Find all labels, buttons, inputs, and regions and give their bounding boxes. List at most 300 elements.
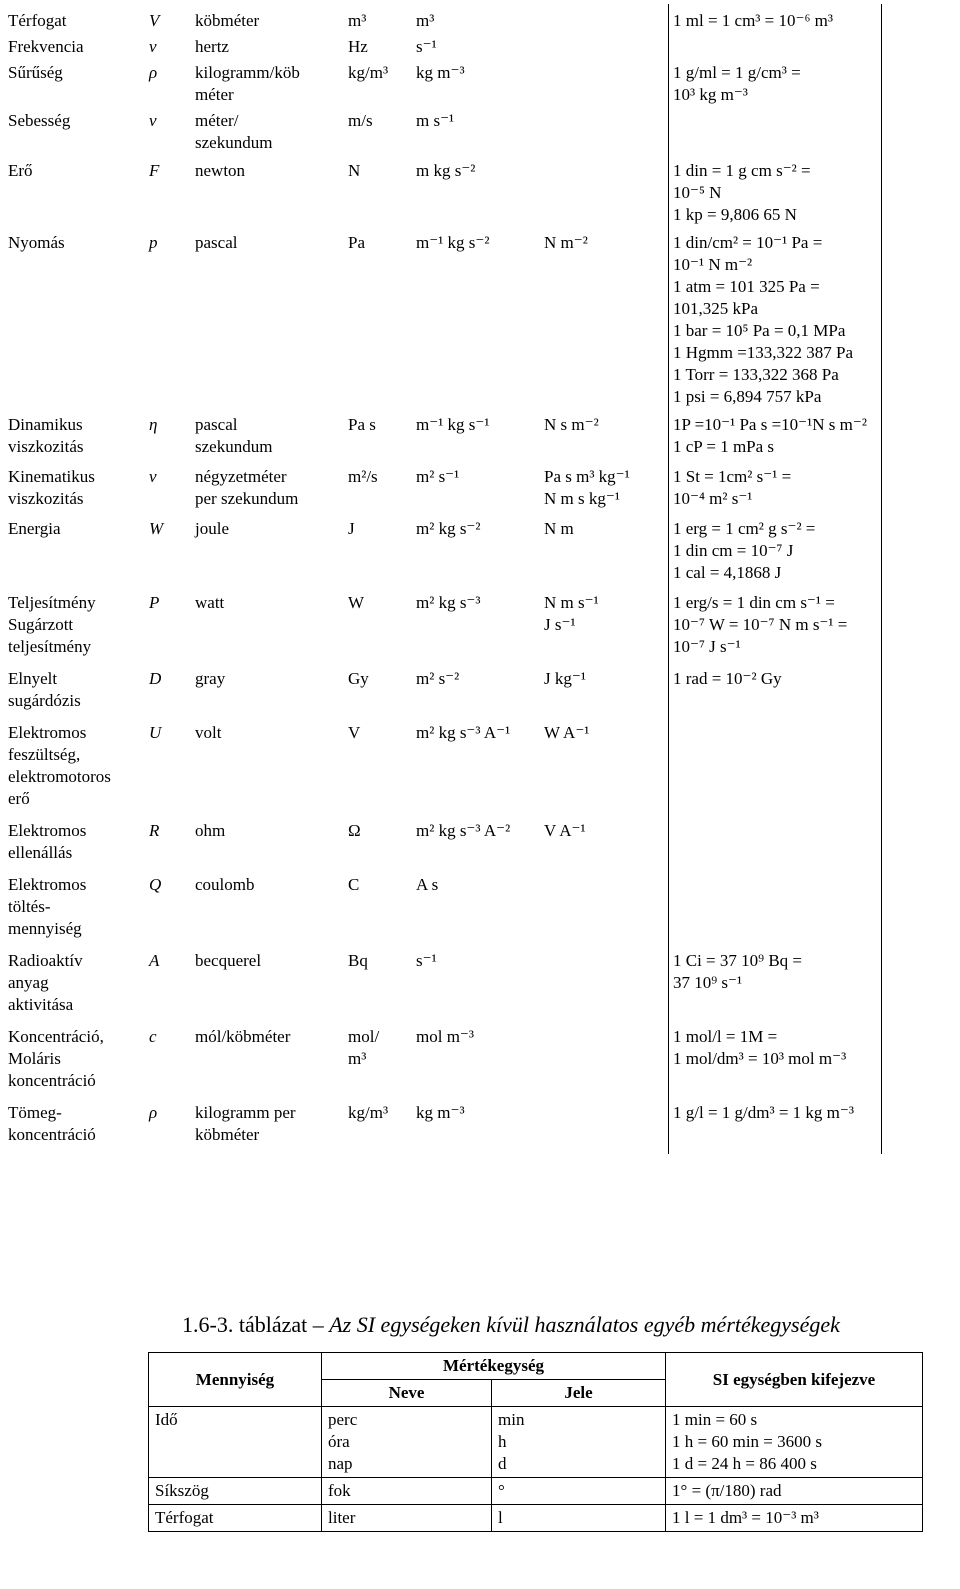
cell-line: 1 mol/l = 1M = bbox=[673, 1027, 778, 1046]
cell-line: koncentráció bbox=[8, 1125, 96, 1144]
cell-line: sugárdózis bbox=[8, 691, 81, 710]
conversion-cell bbox=[669, 60, 882, 108]
cell-line: 1 ml = 1 cm³ = 10⁻⁶ m³ bbox=[673, 11, 833, 30]
table-row bbox=[4, 108, 882, 158]
si-expression-cell bbox=[666, 1505, 923, 1532]
symbol-cell: F bbox=[149, 161, 160, 180]
cell-line: méter/ bbox=[195, 111, 239, 130]
cell-line: Sugárzott bbox=[8, 615, 74, 634]
unit-name-cell bbox=[191, 34, 344, 60]
conversion-cell bbox=[669, 464, 882, 516]
header-quantity: Mennyiség bbox=[149, 1353, 322, 1407]
conversion-cell bbox=[669, 666, 882, 720]
si-derived-cell bbox=[540, 230, 669, 412]
cell-line: aktivitása bbox=[8, 995, 74, 1014]
conversion-cell bbox=[669, 1100, 882, 1154]
quantity-cell bbox=[4, 412, 145, 464]
si-base-cell bbox=[412, 60, 540, 108]
cell-line: Gy bbox=[348, 669, 369, 688]
symbol-cell: c bbox=[149, 1027, 157, 1046]
cell-line: Pa bbox=[348, 233, 365, 252]
si-derived-cell bbox=[540, 948, 669, 1024]
cell-line: 1 g/ml = 1 g/cm³ = bbox=[673, 63, 801, 82]
table-row bbox=[4, 516, 882, 590]
conversion-cell bbox=[669, 1024, 882, 1100]
symbol-cell: ν bbox=[149, 37, 157, 56]
symbol-cell: V bbox=[149, 11, 160, 30]
cell-line: kg/m³ bbox=[348, 63, 389, 82]
si-base-cell bbox=[412, 948, 540, 1024]
table-row bbox=[4, 230, 882, 412]
cell-line: N m s kg⁻¹ bbox=[544, 489, 620, 508]
si-units-table bbox=[4, 4, 882, 1154]
cell-line: per szekundum bbox=[195, 489, 299, 508]
si-derived-cell bbox=[540, 666, 669, 720]
cell-line: 1 l = 1 dm³ = 10⁻³ m³ bbox=[672, 1508, 819, 1527]
cell-line: köbméter bbox=[195, 11, 260, 30]
si-derived-cell bbox=[540, 818, 669, 872]
cell-line: Nyomás bbox=[8, 233, 65, 252]
table-row bbox=[4, 590, 882, 666]
cell-line: volt bbox=[195, 723, 222, 742]
cell-line: hertz bbox=[195, 37, 229, 56]
table-row bbox=[149, 1407, 923, 1478]
cell-line: 1 St = 1cm² s⁻¹ = bbox=[673, 467, 792, 486]
cell-line: 1° = (π/180) rad bbox=[672, 1481, 782, 1500]
cell-line: 1 din/cm² = 10⁻¹ Pa = bbox=[673, 233, 823, 252]
si-derived-cell bbox=[540, 464, 669, 516]
cell-line: 1 cal = 4,1868 J bbox=[673, 563, 782, 582]
cell-line: teljesítmény bbox=[8, 637, 92, 656]
cell-line: 1 Torr = 133,322 368 Pa bbox=[673, 365, 839, 384]
header-si: SI egységben kifejezve bbox=[666, 1353, 923, 1407]
cell-line: N s m⁻² bbox=[544, 415, 599, 434]
unit-name-cell bbox=[322, 1407, 492, 1478]
quantity-cell bbox=[4, 230, 145, 412]
cell-line: Elektromos bbox=[8, 723, 87, 742]
cell-line: s⁻¹ bbox=[416, 37, 437, 56]
unit-name-cell bbox=[191, 872, 344, 948]
unit-symbol-cell bbox=[492, 1505, 666, 1532]
cell-line: feszültség, bbox=[8, 745, 81, 764]
unit-name-cell bbox=[322, 1478, 492, 1505]
cell-line: óra bbox=[328, 1432, 350, 1451]
cell-line: V A⁻¹ bbox=[544, 821, 586, 840]
quantity-cell bbox=[4, 158, 145, 230]
si-base-cell bbox=[412, 516, 540, 590]
cell-line: 1 mol/dm³ = 10³ mol m⁻³ bbox=[673, 1049, 847, 1068]
si-base-cell bbox=[412, 158, 540, 230]
conversion-cell bbox=[669, 516, 882, 590]
quantity-cell bbox=[4, 590, 145, 666]
symbol-cell: ρ bbox=[149, 63, 158, 82]
cell-line: W bbox=[348, 593, 365, 612]
si-expression-cell bbox=[666, 1478, 923, 1505]
unit-name-cell bbox=[191, 948, 344, 1024]
symbol-cell: ρ bbox=[149, 1103, 158, 1122]
quantity-cell: Síkszög bbox=[149, 1478, 322, 1505]
cell-line: N bbox=[348, 161, 361, 180]
si-base-cell bbox=[412, 872, 540, 948]
unit-abbr-cell bbox=[344, 60, 412, 108]
cell-line: Moláris bbox=[8, 1049, 61, 1068]
cell-line: 1 erg/s = 1 din cm s⁻¹ = bbox=[673, 593, 835, 612]
cell-line: mól/köbméter bbox=[195, 1027, 291, 1046]
cell-line: kilogramm per bbox=[195, 1103, 296, 1122]
si-base-cell bbox=[412, 4, 540, 34]
symbol-cell: W bbox=[149, 519, 164, 538]
cell-line: Energia bbox=[8, 519, 61, 538]
cell-line: Bq bbox=[348, 951, 368, 970]
symbol-cell: p bbox=[149, 233, 158, 252]
cell-line: V bbox=[348, 723, 361, 742]
cell-line: mol m⁻³ bbox=[416, 1027, 474, 1046]
cell-line: N m⁻² bbox=[544, 233, 588, 252]
cell-line: m² kg s⁻³ bbox=[416, 593, 481, 612]
symbol-cell: ν bbox=[149, 467, 157, 486]
cell-line: kg m⁻³ bbox=[416, 1103, 465, 1122]
unit-abbr-cell bbox=[344, 818, 412, 872]
cell-line: méter bbox=[195, 85, 234, 104]
unit-name-cell bbox=[191, 158, 344, 230]
table-row bbox=[4, 464, 882, 516]
si-base-cell bbox=[412, 412, 540, 464]
unit-name-cell bbox=[191, 4, 344, 34]
cell-line: 1 g/l = 1 g/dm³ = 1 kg m⁻³ bbox=[673, 1103, 854, 1122]
unit-symbol-cell bbox=[492, 1407, 666, 1478]
conversion-cell bbox=[669, 4, 882, 34]
si-derived-cell bbox=[540, 872, 669, 948]
unit-abbr-cell bbox=[344, 464, 412, 516]
cell-line: köbméter bbox=[195, 1125, 260, 1144]
unit-name-cell bbox=[191, 108, 344, 158]
cell-line: 1 din = 1 g cm s⁻² = bbox=[673, 161, 811, 180]
cell-line: W A⁻¹ bbox=[544, 723, 590, 742]
si-derived-cell bbox=[540, 590, 669, 666]
table-row bbox=[149, 1505, 923, 1532]
table-row bbox=[4, 1100, 882, 1154]
unit-abbr-cell bbox=[344, 1100, 412, 1154]
cell-line: 37 10⁹ s⁻¹ bbox=[673, 973, 743, 992]
cell-line: watt bbox=[195, 593, 225, 612]
symbol-cell: η bbox=[149, 415, 158, 434]
si-base-cell bbox=[412, 230, 540, 412]
quantity-cell bbox=[4, 666, 145, 720]
cell-line: min bbox=[498, 1410, 525, 1429]
cell-line: 10⁻¹ N m⁻² bbox=[673, 255, 753, 274]
cell-line: liter bbox=[328, 1508, 356, 1527]
unit-abbr-cell bbox=[344, 666, 412, 720]
si-base-cell bbox=[412, 1024, 540, 1100]
cell-line: gray bbox=[195, 669, 226, 688]
quantity-cell bbox=[4, 108, 145, 158]
cell-line: kilogramm/köb bbox=[195, 63, 300, 82]
table-row bbox=[4, 412, 882, 464]
table-row bbox=[4, 34, 882, 60]
cell-line: nap bbox=[328, 1454, 353, 1473]
si-base-cell bbox=[412, 666, 540, 720]
conversion-cell bbox=[669, 818, 882, 872]
si-derived-cell bbox=[540, 60, 669, 108]
cell-line: Elektromos bbox=[8, 875, 87, 894]
cell-line: mennyiség bbox=[8, 919, 82, 938]
header-symbol: Jele bbox=[492, 1380, 666, 1407]
si-derived-cell bbox=[540, 158, 669, 230]
cell-line: m⁻¹ kg s⁻² bbox=[416, 233, 490, 252]
table-caption bbox=[182, 1312, 840, 1338]
quantity-cell bbox=[4, 1024, 145, 1100]
cell-line: 1 kp = 9,806 65 N bbox=[673, 205, 797, 224]
cell-line: l bbox=[498, 1508, 503, 1527]
cell-line: 1 h = 60 min = 3600 s bbox=[672, 1432, 823, 1451]
symbol-cell: v bbox=[149, 111, 157, 130]
cell-line: Teljesítmény bbox=[8, 593, 96, 612]
cell-line: m³ bbox=[416, 11, 435, 30]
unit-abbr-cell bbox=[344, 948, 412, 1024]
header-name: Neve bbox=[322, 1380, 492, 1407]
cell-line: töltés- bbox=[8, 897, 51, 916]
cell-line: Pa s bbox=[348, 415, 376, 434]
unit-abbr-cell bbox=[344, 720, 412, 818]
unit-name-cell bbox=[191, 818, 344, 872]
cell-line: erő bbox=[8, 789, 30, 808]
cell-line: 1 bar = 10⁵ Pa = 0,1 MPa bbox=[673, 321, 846, 340]
cell-line: 1 min = 60 s bbox=[672, 1410, 758, 1429]
conversion-cell bbox=[669, 34, 882, 60]
cell-line: kg m⁻³ bbox=[416, 63, 465, 82]
cell-line: J bbox=[348, 519, 355, 538]
unit-abbr-cell bbox=[344, 158, 412, 230]
cell-line: 10³ kg m⁻³ bbox=[673, 85, 748, 104]
table-row bbox=[4, 1024, 882, 1100]
unit-name-cell bbox=[191, 1100, 344, 1154]
cell-line: 101,325 kPa bbox=[673, 299, 758, 318]
cell-line: 1 rad = 10⁻² Gy bbox=[673, 669, 782, 688]
unit-name-cell bbox=[191, 666, 344, 720]
cell-line: 1 din cm = 10⁻⁷ J bbox=[673, 541, 794, 560]
cell-line: Ω bbox=[348, 821, 361, 840]
cell-line: newton bbox=[195, 161, 246, 180]
cell-line: pascal bbox=[195, 415, 238, 434]
cell-line: m² kg s⁻³ A⁻² bbox=[416, 821, 511, 840]
cell-line: joule bbox=[195, 519, 229, 538]
cell-line: m²/s bbox=[348, 467, 378, 486]
si-base-cell bbox=[412, 464, 540, 516]
unit-abbr-cell bbox=[344, 872, 412, 948]
cell-line: Térfogat bbox=[8, 11, 67, 30]
unit-abbr-cell bbox=[344, 516, 412, 590]
unit-name-cell bbox=[191, 464, 344, 516]
cell-line: 10⁻⁵ N bbox=[673, 183, 722, 202]
si-base-cell bbox=[412, 590, 540, 666]
cell-line: 1 psi = 6,894 757 kPa bbox=[673, 387, 822, 406]
cell-line: Elektromos bbox=[8, 821, 87, 840]
table-row bbox=[4, 4, 882, 34]
symbol-cell: A bbox=[149, 951, 160, 970]
other-units-table bbox=[148, 1352, 923, 1532]
cell-line: kg/m³ bbox=[348, 1103, 389, 1122]
cell-line: Erő bbox=[8, 161, 33, 180]
si-expression-cell bbox=[666, 1407, 923, 1478]
quantity-cell bbox=[4, 948, 145, 1024]
cell-line: koncentráció bbox=[8, 1071, 96, 1090]
si-derived-cell bbox=[540, 412, 669, 464]
cell-line: 1 atm = 101 325 Pa = bbox=[673, 277, 820, 296]
cell-line: viszkozitás bbox=[8, 489, 84, 508]
si-derived-cell bbox=[540, 108, 669, 158]
cell-line: N m s⁻¹ bbox=[544, 593, 599, 612]
quantity-cell bbox=[4, 4, 145, 34]
cell-line: Sebesség bbox=[8, 111, 71, 130]
cell-line: négyzetméter bbox=[195, 467, 287, 486]
cell-line: Dinamikus bbox=[8, 415, 83, 434]
unit-abbr-cell bbox=[344, 4, 412, 34]
cell-line: 1 erg = 1 cm² g s⁻² = bbox=[673, 519, 816, 538]
symbol-cell: D bbox=[149, 669, 162, 688]
cell-line: coulomb bbox=[195, 875, 255, 894]
conversion-cell bbox=[669, 948, 882, 1024]
cell-line: szekundum bbox=[195, 437, 273, 456]
cell-line: 10⁻⁴ m² s⁻¹ bbox=[673, 489, 753, 508]
symbol-cell: Q bbox=[149, 875, 162, 894]
cell-line: Elnyelt bbox=[8, 669, 58, 688]
cell-line: fok bbox=[328, 1481, 351, 1500]
cell-line: ° bbox=[498, 1481, 505, 1500]
si-derived-cell bbox=[540, 34, 669, 60]
cell-line: m² s⁻¹ bbox=[416, 467, 460, 486]
cell-line: m⁻¹ kg s⁻¹ bbox=[416, 415, 490, 434]
table-row bbox=[149, 1478, 923, 1505]
cell-line: pascal bbox=[195, 233, 238, 252]
caption-dash: – bbox=[307, 1312, 330, 1337]
cell-line: m² s⁻² bbox=[416, 669, 460, 688]
cell-line: m s⁻¹ bbox=[416, 111, 455, 130]
cell-line: ellenállás bbox=[8, 843, 73, 862]
cell-line: perc bbox=[328, 1410, 358, 1429]
symbol-cell: R bbox=[149, 821, 160, 840]
si-base-cell bbox=[412, 34, 540, 60]
unit-name-cell bbox=[191, 590, 344, 666]
conversion-cell bbox=[669, 158, 882, 230]
unit-name-cell bbox=[191, 60, 344, 108]
si-base-cell bbox=[412, 720, 540, 818]
si-base-cell bbox=[412, 818, 540, 872]
si-derived-cell bbox=[540, 720, 669, 818]
cell-line: J kg⁻¹ bbox=[544, 669, 586, 688]
si-base-cell bbox=[412, 1100, 540, 1154]
si-derived-cell bbox=[540, 1024, 669, 1100]
cell-line: Kinematikus bbox=[8, 467, 95, 486]
unit-name-cell bbox=[191, 720, 344, 818]
caption-title: Az SI egységeken kívül használatos egyéb mértékegységek bbox=[329, 1312, 840, 1337]
cell-line: m³ bbox=[348, 11, 367, 30]
cell-line: N m bbox=[544, 519, 574, 538]
table-row bbox=[4, 948, 882, 1024]
cell-line: szekundum bbox=[195, 133, 273, 152]
cell-line: 1 Hgmm =133,322 387 Pa bbox=[673, 343, 854, 362]
cell-line: A s bbox=[416, 875, 439, 894]
cell-line: m³ bbox=[348, 1049, 367, 1068]
unit-name-cell bbox=[322, 1505, 492, 1532]
cell-line: Tömeg- bbox=[8, 1103, 62, 1122]
cell-line: ohm bbox=[195, 821, 226, 840]
conversion-cell bbox=[669, 108, 882, 158]
unit-name-cell bbox=[191, 412, 344, 464]
cell-line: anyag bbox=[8, 973, 49, 992]
cell-line: h bbox=[498, 1432, 507, 1451]
cell-line: s⁻¹ bbox=[416, 951, 437, 970]
unit-abbr-cell bbox=[344, 412, 412, 464]
quantity-cell: Térfogat bbox=[149, 1505, 322, 1532]
unit-abbr-cell bbox=[344, 108, 412, 158]
cell-line: 1 Ci = 37 10⁹ Bq = bbox=[673, 951, 803, 970]
cell-line: 1P =10⁻¹ Pa s =10⁻¹N s m⁻² bbox=[673, 415, 867, 434]
cell-line: 10⁻⁷ J s⁻¹ bbox=[673, 637, 741, 656]
quantity-cell bbox=[4, 818, 145, 872]
cell-line: C bbox=[348, 875, 360, 894]
quantity-cell bbox=[4, 464, 145, 516]
quantity-cell bbox=[4, 872, 145, 948]
table-row bbox=[4, 818, 882, 872]
unit-abbr-cell bbox=[344, 590, 412, 666]
header-unit-group: Mértékegység bbox=[322, 1353, 666, 1380]
cell-line: Frekvencia bbox=[8, 37, 84, 56]
symbol-cell: P bbox=[149, 593, 160, 612]
unit-symbol-cell bbox=[492, 1478, 666, 1505]
table-row bbox=[4, 158, 882, 230]
quantity-cell bbox=[4, 34, 145, 60]
cell-line: m/s bbox=[348, 111, 373, 130]
conversion-cell bbox=[669, 230, 882, 412]
si-derived-cell bbox=[540, 1100, 669, 1154]
cell-line: m kg s⁻² bbox=[416, 161, 476, 180]
quantity-cell bbox=[4, 1100, 145, 1154]
cell-line: J s⁻¹ bbox=[544, 615, 576, 634]
unit-abbr-cell bbox=[344, 230, 412, 412]
si-derived-cell bbox=[540, 516, 669, 590]
unit-name-cell bbox=[191, 1024, 344, 1100]
si-derived-cell bbox=[540, 4, 669, 34]
cell-line: 10⁻⁷ W = 10⁻⁷ N m s⁻¹ = bbox=[673, 615, 848, 634]
table-row bbox=[4, 720, 882, 818]
unit-abbr-cell bbox=[344, 1024, 412, 1100]
si-base-cell bbox=[412, 108, 540, 158]
cell-line: m² kg s⁻³ A⁻¹ bbox=[416, 723, 511, 742]
table-row bbox=[4, 872, 882, 948]
quantity-cell bbox=[4, 60, 145, 108]
conversion-cell bbox=[669, 412, 882, 464]
cell-line: viszkozitás bbox=[8, 437, 84, 456]
cell-line: Koncentráció, bbox=[8, 1027, 104, 1046]
cell-line: Sűrűség bbox=[8, 63, 63, 82]
cell-line: d bbox=[498, 1454, 507, 1473]
conversion-cell bbox=[669, 590, 882, 666]
quantity-cell bbox=[4, 720, 145, 818]
caption-number: 1.6-3. táblázat bbox=[182, 1312, 308, 1337]
cell-line: Hz bbox=[348, 37, 368, 56]
cell-line: m² kg s⁻² bbox=[416, 519, 481, 538]
unit-name-cell bbox=[191, 516, 344, 590]
table-row bbox=[4, 60, 882, 108]
cell-line: mol/ bbox=[348, 1027, 380, 1046]
cell-line: Radioaktív bbox=[8, 951, 83, 970]
unit-abbr-cell bbox=[344, 34, 412, 60]
cell-line: 1 cP = 1 mPa s bbox=[673, 437, 775, 456]
cell-line: becquerel bbox=[195, 951, 262, 970]
unit-name-cell bbox=[191, 230, 344, 412]
cell-line: Pa s m³ kg⁻¹ bbox=[544, 467, 630, 486]
conversion-cell bbox=[669, 872, 882, 948]
